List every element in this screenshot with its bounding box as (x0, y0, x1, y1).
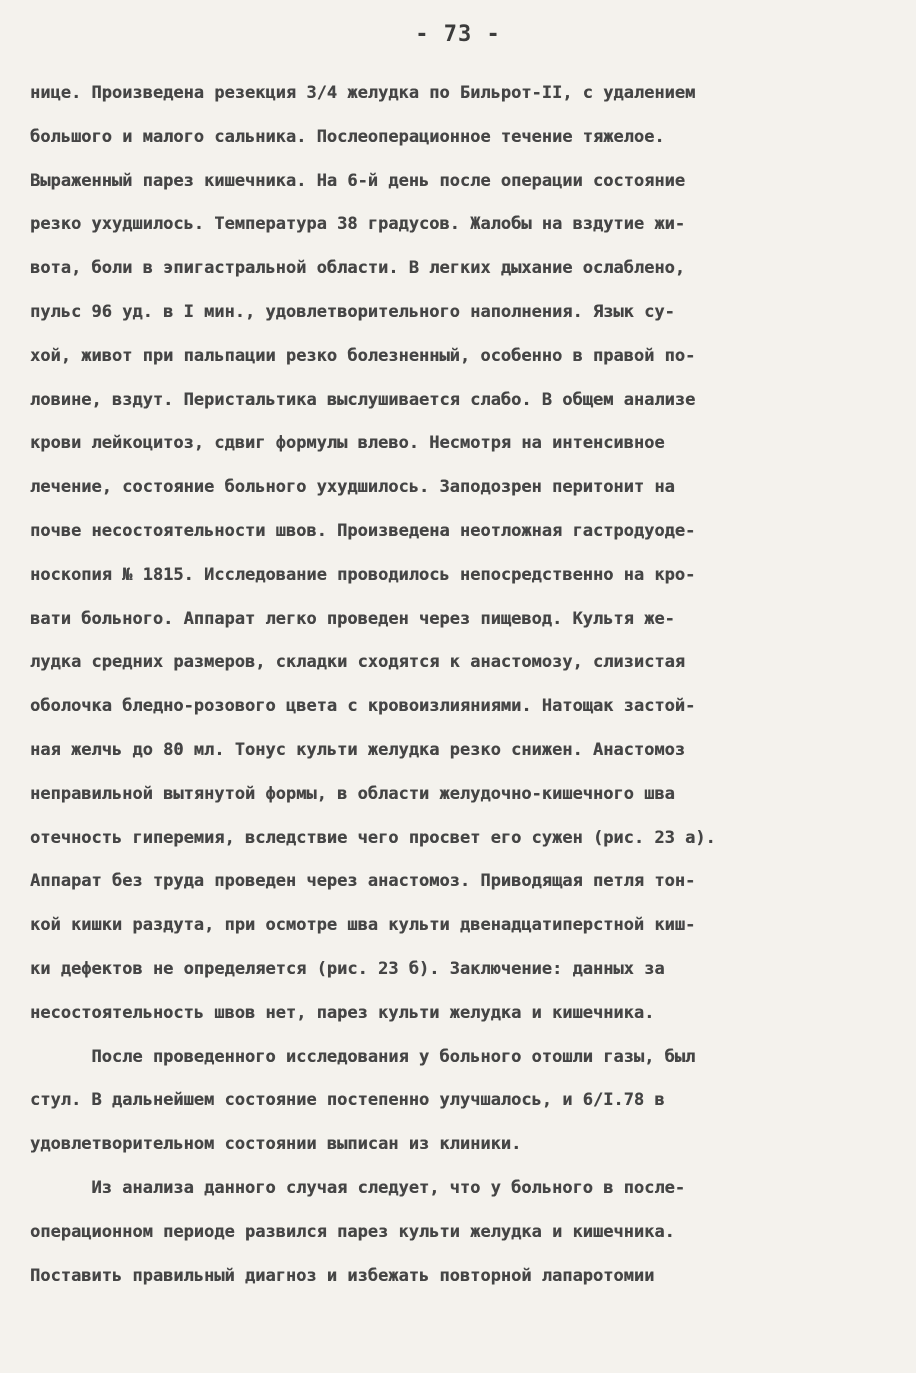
text-line: несостоятельность швов нет, парез культи желудка и кишечника. (30, 1002, 655, 1023)
text-line: неправильной вытянутой формы, в области желудочно-кишечного шва (30, 783, 675, 804)
text-line: оболочка бледно-розового цвета с кровоизлияниями. Натощак застой- (30, 696, 696, 717)
text-line: резко ухудшилось. Температура 38 градусов. Жалобы на вздутие жи- (30, 214, 686, 235)
text-line: Выраженный парез кишечника. На 6-й день после операции состояние (30, 170, 686, 191)
text-line: Аппарат без труда проведен через анастомоз. Приводящая петля тон- (30, 871, 696, 892)
text-line: операционном периоде развился парез культи желудка и кишечника. (30, 1221, 675, 1242)
page-number: - 73 - (415, 22, 501, 47)
text-line: хой, живот при пальпации резко болезненный, особенно в правой по- (30, 345, 696, 366)
text-line: ловине, вздут. Перистальтика выслушивается слабо. В общем анализе (30, 389, 696, 410)
text-line: вота, боли в эпигастральной области. В легких дыхание ослаблено, (30, 258, 686, 279)
body-text (30, 72, 890, 1298)
text-line: удовлетворительном состоянии выписан из клиники. (30, 1134, 522, 1155)
text-line: носкопия № 1815. Исследование проводилось непосредственно на кро- (30, 564, 696, 585)
text-line: Из анализа данного случая следует, что у больного в после- (30, 1177, 686, 1198)
text-line: ки дефектов не определяется (рис. 23 б). Заключение: данных за (30, 958, 665, 979)
text-line: крови лейкоцитоз, сдвиг формулы влево. Несмотря на интенсивное (30, 433, 665, 454)
text-line: вати больного. Аппарат легко проведен через пищевод. Культя же- (30, 608, 675, 629)
text-line: Поставить правильный диагноз и избежать повторной лапаротомии (30, 1265, 655, 1286)
text-line: После проведенного исследования у больного отошли газы, был (30, 1046, 696, 1067)
text-line: лечение, состояние больного ухудшилось. Заподозрен перитонит на (30, 477, 675, 498)
text-line: стул. В дальнейшем состояние постепенно улучшалось, и 6/I.78 в (30, 1090, 665, 1111)
text-line: большого и малого сальника. Послеоперационное течение тяжелое. (30, 126, 665, 147)
text-line: отечность гиперемия, вследствие чего просвет его сужен (рис. 23 а). (30, 827, 716, 848)
text-line: лудка средних размеров, складки сходятся к анастомозу, слизистая (30, 652, 686, 673)
text-line: почве несостоятельности швов. Произведена неотложная гастродуоде- (30, 520, 696, 541)
text-line: кой кишки раздута, при осмотре шва культи двенадцатиперстной киш- (30, 915, 696, 936)
text-line: нице. Произведена резекция 3/4 желудка по Бильрот-II, с удалением (30, 83, 696, 103)
text-line: ная желчь до 80 мл. Тонус культи желудка резко снижен. Анастомоз (30, 739, 686, 760)
text-line: пульс 96 уд. в I мин., удовлетворительного наполнения. Язык су- (30, 301, 675, 322)
